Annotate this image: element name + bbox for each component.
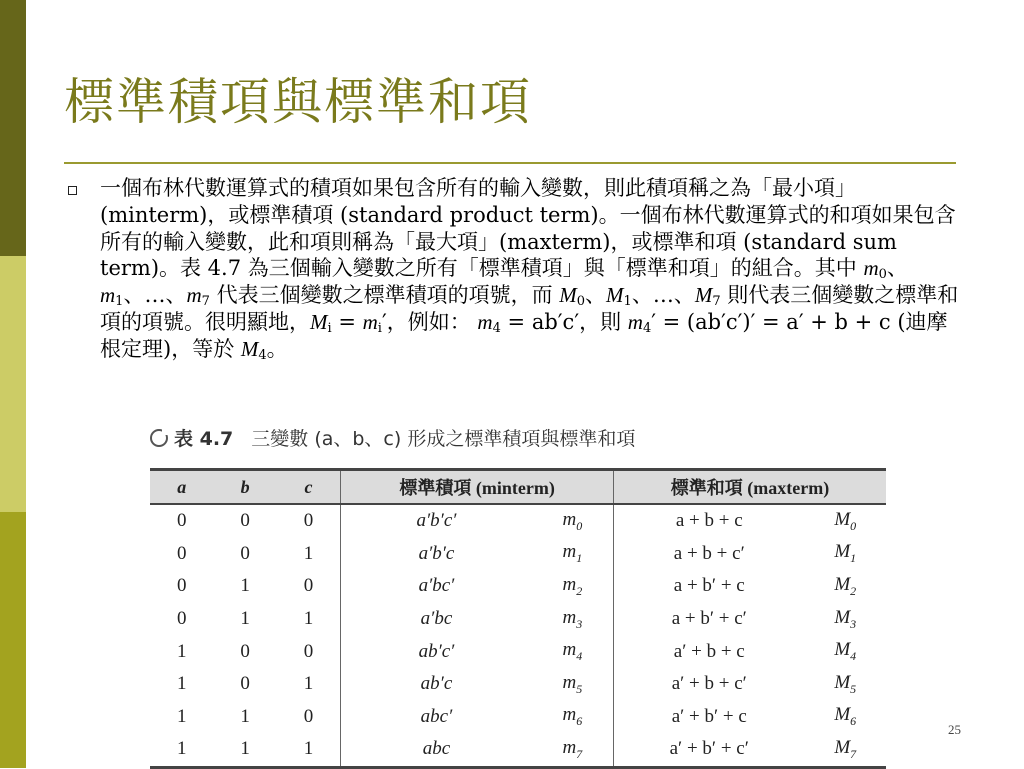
cell-maxterm: a + b′ + c (614, 570, 805, 603)
side-band-top (0, 0, 26, 256)
term-m4b-sub: 4 (642, 320, 652, 336)
table-row (150, 538, 886, 571)
cell-maxterm: a + b′ + c′ (614, 603, 805, 636)
cell-minterm: ab′c′ (341, 635, 532, 668)
cell-b: 0 (240, 640, 250, 662)
term-Mi: M (310, 309, 328, 334)
minterm-index: 4 (576, 649, 583, 664)
term-M7: M (694, 283, 713, 308)
cell-minterm-name (532, 668, 614, 701)
header-b: b (213, 470, 276, 505)
cell-minterm: a′bc′ (341, 570, 532, 603)
cell-a: 0 (176, 510, 187, 532)
cell-c: 0 (303, 705, 314, 727)
cell-maxterm-name (804, 504, 886, 538)
minterm-index: 2 (576, 583, 583, 598)
term-m7-sub: 7 (201, 294, 210, 310)
term-m7: m (186, 283, 202, 308)
term-M0: M (559, 283, 577, 308)
term-m1: m (100, 283, 116, 308)
term-m0: m (863, 256, 879, 281)
table-body (150, 504, 886, 767)
sep-3: 、 (585, 283, 607, 308)
maxterm-index: 3 (850, 616, 857, 631)
truth-table (150, 468, 886, 769)
cell-maxterm: a + b + c (614, 504, 805, 538)
table-number: 表 4.7 (174, 428, 234, 450)
minterm-symbol: m (562, 574, 577, 596)
cell-a: 1 (176, 673, 187, 695)
cell-minterm: abc′ (341, 701, 532, 734)
table-row (150, 504, 886, 538)
maxterm-symbol: M (834, 574, 851, 596)
body-text-3: 則代表三個變數之標準和項的項號。很明顯地， (100, 283, 959, 334)
body-paragraph (100, 175, 960, 363)
minterm-index: 1 (576, 551, 583, 566)
term-mi: m (362, 309, 378, 334)
table-header-row (150, 470, 886, 505)
header-minterm: 標準積項 (minterm) (341, 470, 614, 505)
maxterm-symbol: M (834, 508, 851, 530)
cell-a: 0 (176, 575, 187, 597)
maxterm-symbol: M (834, 541, 851, 563)
term-M1-sub: 1 (623, 294, 632, 310)
cell-a: 1 (176, 640, 187, 662)
minterm-symbol: m (562, 508, 577, 530)
term-M0-sub: 0 (576, 294, 586, 310)
equals-1: = (331, 309, 363, 334)
header-c: c (277, 470, 341, 505)
minterm-symbol: m (562, 606, 577, 628)
maxterm-symbol: M (834, 737, 851, 759)
cell-minterm-name (532, 504, 614, 538)
cell-a: 1 (176, 738, 187, 760)
term-M4: M (240, 336, 259, 361)
cell-minterm: abc (341, 733, 532, 767)
body-text-1: 一個布林代數運算式的積項如果包含所有的輸入變數，則此積項稱之為「最小項」(minterm)，或標準積項 (standard product term)。一個布林代數運算式的和項如果包含所有的輸入變數，此和項則稱為「最大項」(maxterm)，或標準和項 (standard sum term)。表 4.7 為三個輸入變數之所有「標準積項」與「標準和項」的組合。其中 (100, 176, 956, 281)
cell-minterm-name (532, 603, 614, 636)
minterm-index: 6 (576, 714, 583, 729)
cell-a: 0 (176, 542, 187, 564)
minterm-index: 0 (576, 518, 583, 533)
minterm-index: 3 (576, 616, 583, 631)
body-text-7: 。 (266, 336, 288, 361)
title-divider (64, 162, 956, 164)
cell-b: 1 (240, 738, 250, 760)
cell-maxterm-name (804, 668, 886, 701)
minterm-index: 7 (576, 746, 583, 761)
term-m4b: m (627, 309, 643, 334)
minterm-symbol: m (562, 737, 577, 759)
cell-maxterm: a + b + c′ (614, 538, 805, 571)
maxterm-symbol: M (834, 704, 851, 726)
cell-minterm: a′b′c (341, 538, 532, 571)
body-text-6: ′ = (ab′c′)′ = a′ + b + c (迪摩根定理)，等於 (100, 309, 948, 361)
cell-maxterm: a′ + b′ + c′ (614, 733, 805, 767)
term-m4-sub: 4 (492, 320, 501, 336)
cell-minterm-name (532, 570, 614, 603)
cell-maxterm-name (804, 570, 886, 603)
minterm-index: 5 (576, 681, 583, 696)
header-maxterm: 標準和項 (maxterm) (614, 470, 886, 505)
table-row (150, 733, 886, 767)
cell-maxterm-name (804, 701, 886, 734)
page-number: 25 (948, 722, 961, 737)
cell-c: 0 (303, 575, 314, 597)
term-mi-sub: i (377, 320, 382, 336)
term-M7-sub: 7 (712, 294, 721, 310)
minterm-symbol: m (562, 704, 577, 726)
cell-b: 1 (240, 575, 250, 597)
cell-c: 1 (303, 738, 314, 760)
table-row (150, 603, 886, 636)
cell-minterm: a′b′c′ (341, 504, 532, 538)
square-bullet-icon (68, 186, 77, 195)
cell-c: 0 (303, 510, 314, 532)
table-row (150, 668, 886, 701)
side-band-middle (0, 256, 26, 512)
cell-b: 0 (240, 673, 250, 695)
table-caption-text: 三變數 (a、b、c) 形成之標準積項與標準和項 (251, 428, 636, 450)
cell-minterm-name (532, 701, 614, 734)
sep-1: 、 (886, 256, 908, 281)
cell-a: 1 (176, 705, 187, 727)
sep-4: 、…、 (631, 283, 695, 308)
maxterm-index: 6 (850, 714, 857, 729)
maxterm-index: 1 (850, 551, 857, 566)
body-text-4: ′，例如： (381, 309, 478, 334)
maxterm-symbol: M (834, 671, 851, 693)
table-caption (150, 424, 635, 451)
cell-c: 1 (303, 608, 314, 630)
cell-minterm-name (532, 635, 614, 668)
sep-2: 、…、 (123, 283, 187, 308)
cell-minterm: a′bc (341, 603, 532, 636)
term-m1-sub: 1 (115, 294, 124, 310)
minterm-symbol: m (562, 671, 577, 693)
cell-c: 1 (303, 542, 314, 564)
maxterm-symbol: M (834, 639, 851, 661)
maxterm-index: 2 (850, 583, 857, 598)
term-M1: M (606, 283, 624, 308)
cell-minterm-name (532, 538, 614, 571)
cell-maxterm-name (804, 538, 886, 571)
body-text-2: 代表三個變數之標準積項的項號，而 (209, 283, 560, 308)
cell-b: 1 (240, 608, 250, 630)
maxterm-index: 5 (850, 681, 857, 696)
cell-b: 0 (240, 542, 250, 564)
cell-minterm: ab′c (341, 668, 532, 701)
slide-title: 標準積項與標準和項 (64, 73, 532, 131)
maxterm-index: 7 (850, 746, 857, 761)
cell-maxterm: a′ + b + c′ (614, 668, 805, 701)
cell-minterm-name (532, 733, 614, 767)
cell-maxterm: a′ + b + c (614, 635, 805, 668)
maxterm-symbol: M (834, 606, 851, 628)
table-row (150, 701, 886, 734)
cell-b: 0 (240, 510, 250, 532)
cell-maxterm-name (804, 603, 886, 636)
term-m4: m (477, 309, 493, 334)
term-m0-sub: 0 (878, 267, 887, 283)
cell-maxterm-name (804, 733, 886, 767)
cell-a: 0 (176, 608, 187, 630)
cell-c: 0 (303, 640, 314, 662)
header-a: a (150, 470, 213, 505)
body-text-5: = ab′c′，則 (500, 309, 628, 334)
minterm-symbol: m (562, 541, 577, 563)
cell-b: 1 (240, 705, 250, 727)
cell-maxterm: a′ + b′ + c (614, 701, 805, 734)
maxterm-index: 4 (850, 649, 857, 664)
side-band-bottom (0, 512, 26, 768)
table-row (150, 635, 886, 668)
cell-c: 1 (303, 673, 314, 695)
table-row (150, 570, 886, 603)
minterm-symbol: m (562, 639, 577, 661)
cell-maxterm-name (804, 635, 886, 668)
term-Mi-sub: i (327, 320, 332, 336)
refresh-circle-icon (150, 429, 168, 447)
maxterm-index: 0 (850, 518, 857, 533)
term-M4-sub: 4 (258, 347, 267, 363)
